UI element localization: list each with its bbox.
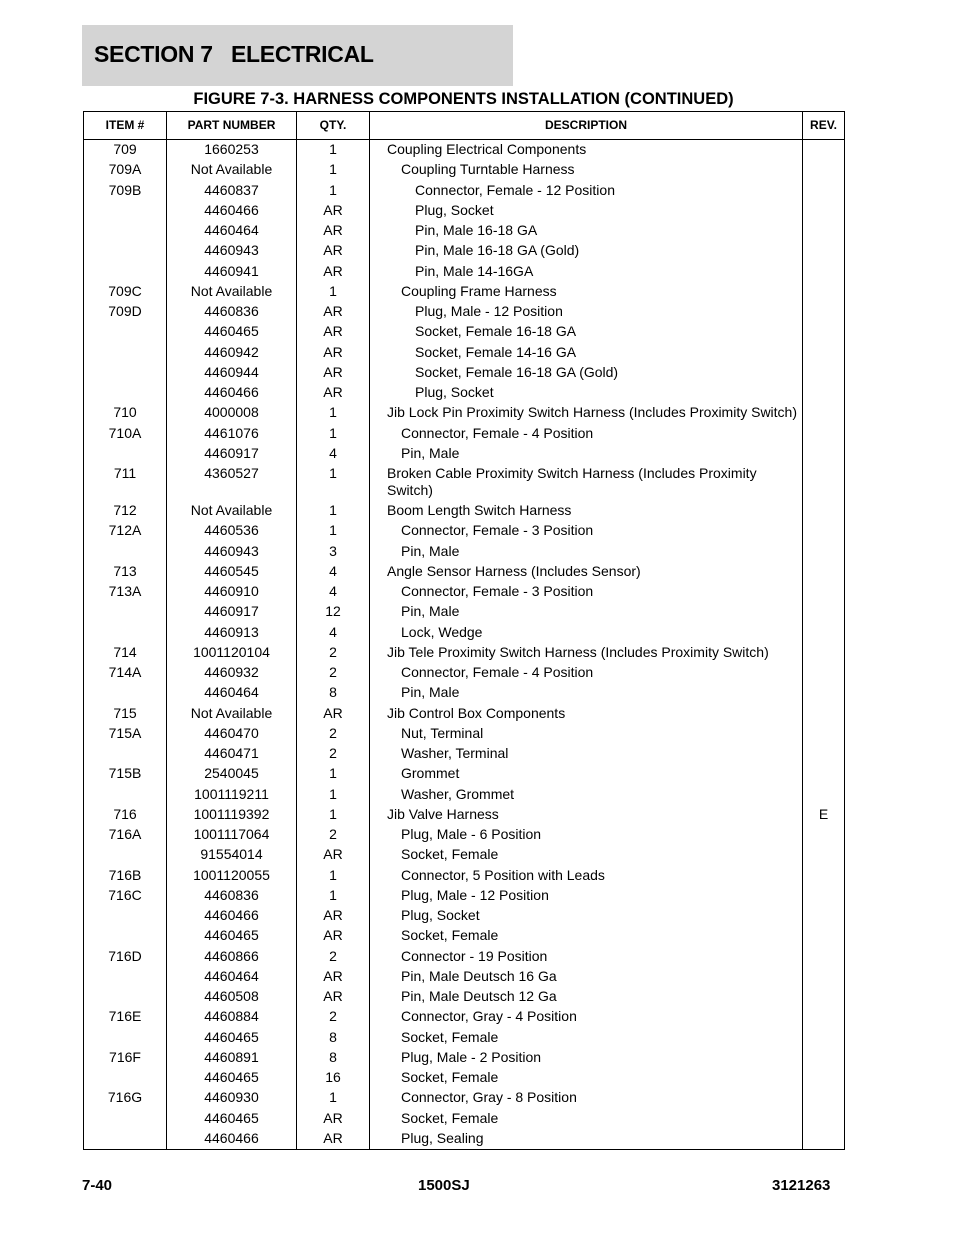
cell-description: Pin, Male [401,542,460,559]
cell-quantity: 4 [329,444,337,461]
table-row [84,624,844,644]
cell-quantity: 2 [329,1008,337,1025]
cell-part-number: 4460466 [204,384,259,400]
header-rev: REV. [810,118,837,132]
cell-quantity: AR [323,967,343,984]
table-row [84,725,844,745]
cell-description: Socket, Female 14-16 GA [415,343,577,360]
cell-part-number: 4460464 [204,222,259,238]
cell-item-number: 716C [108,886,142,903]
table-row [84,404,844,424]
cell-item-number: 713 [113,562,137,579]
cell-part-number: 4460836 [204,303,259,319]
cell-quantity: 8 [329,684,337,701]
cell-part-number: 4460465 [204,1069,259,1085]
table-row [84,1089,844,1109]
cell-quantity: AR [323,1109,343,1126]
cell-quantity: AR [323,988,343,1004]
cell-quantity: 2 [329,947,337,964]
cell-quantity: AR [323,262,343,279]
footer-model: 1500SJ [418,1177,470,1194]
table-row [84,202,844,222]
cell-item-number: 716B [108,866,142,883]
cell-quantity: 1 [329,785,337,802]
cell-description: Connector, Female - 4 Position [401,424,594,441]
section-banner [82,25,513,86]
cell-description: Coupling Frame Harness [401,282,557,299]
cell-item-number: 716F [109,1048,141,1065]
cell-description: Plug, Male - 12 Position [415,303,563,319]
cell-item-number: 714A [108,664,142,680]
cell-item-number: 711 [113,465,137,481]
cell-quantity: 1 [329,424,337,441]
cell-part-number: 4460464 [204,967,259,984]
table-row [84,786,844,806]
cell-item-number: 709A [108,161,142,178]
cell-description: Plug, Socket [415,201,494,218]
cell-part-number: 4460891 [204,1048,259,1065]
table-row [84,465,844,502]
cell-item-number: 716E [108,1008,142,1025]
cell-quantity: 1 [329,141,337,157]
cell-part-number: 4000008 [204,404,259,421]
cell-quantity: 2 [329,643,337,660]
table-row [84,323,844,343]
cell-quantity: 2 [329,664,337,680]
cell-part-number: 4460942 [204,343,259,360]
cell-quantity: AR [323,704,343,721]
cell-description: Socket, Female [401,1028,499,1045]
cell-quantity: 4 [329,623,337,640]
cell-description: Pin, Male [401,444,460,461]
cell-quantity: AR [323,384,343,400]
cell-quantity: AR [323,343,343,360]
cell-part-number: 4460917 [204,444,259,461]
table-row [84,644,844,664]
cell-description: Connector - 19 Position [401,947,548,964]
cell-description: Lock, Wedge [401,623,483,640]
cell-description: Pin, Male [401,603,460,620]
table-row [84,344,844,364]
cell-part-number: 4460464 [204,684,259,701]
header-item: ITEM # [105,118,145,132]
cell-item-number: 716A [108,826,142,842]
cell-description: Plug, Socket [401,907,480,923]
table-row [84,563,844,583]
cell-description: Washer, Terminal [401,745,509,761]
table-row [84,543,844,563]
cell-quantity: 8 [329,1028,337,1045]
cell-description: Socket, Female [401,1109,499,1126]
cell-part-number: 4460471 [204,745,259,761]
cell-part-number: 4460917 [204,603,259,620]
footer-doc-number: 3121263 [772,1177,831,1194]
cell-item-number: 709D [108,303,142,319]
cell-part-number: 4460466 [204,907,259,923]
cell-item-number: 709C [108,282,142,299]
table-row [84,907,844,927]
table-row [84,765,844,785]
cell-part-number: 4460465 [204,927,259,944]
cell-description: Connector, Female - 4 Position [401,664,594,680]
cell-part-number: 4360527 [204,465,259,481]
cell-description: Connector, Female - 3 Position [401,522,594,539]
cell-description: Socket, Female 16-18 GA (Gold) [415,363,619,380]
cell-quantity: 2 [329,826,337,842]
table-row [84,182,844,202]
table-row [84,222,844,242]
table-row [84,522,844,542]
cell-quantity: AR [323,846,343,863]
table-row [84,141,844,161]
table-row [84,445,844,465]
cell-quantity: 1 [329,502,337,518]
cell-quantity: 1 [329,465,337,481]
cell-description: Broken Cable Proximity Switch Harness (Includes Proximity Switch) [387,465,757,498]
cell-quantity: 1 [329,886,337,903]
cell-item-number: 712 [113,502,137,518]
cell-item-number: 715A [108,724,142,741]
table-row [84,502,844,522]
table-row [84,1110,844,1130]
cell-quantity: 4 [329,583,337,599]
cell-part-number: 4460545 [204,562,259,579]
cell-description: Socket, Female 16-18 GA [415,323,577,340]
cell-description: Connector, Female - 3 Position [401,583,594,599]
table-row [84,283,844,303]
table-row [84,1069,844,1089]
cell-quantity: 1 [329,765,337,782]
cell-part-number: 1001120104 [193,643,270,660]
cell-part-number: 4460943 [204,242,259,259]
cell-description: Jib Control Box Components [387,704,566,721]
cell-quantity: AR [323,927,343,944]
cell-quantity: 12 [325,603,341,620]
table-row [84,705,844,725]
cell-description: Pin, Male Deutsch 16 Ga [401,967,557,984]
table-row [84,806,844,826]
cell-part-number: 4461076 [204,424,259,441]
table-row [84,583,844,603]
table-row [84,927,844,947]
cell-quantity: 1 [329,805,337,822]
table-body [84,141,844,1150]
table-row [84,684,844,704]
parts-table [83,111,845,1150]
cell-description: Angle Sensor Harness (Includes Sensor) [387,562,641,579]
cell-item-number: 713A [108,583,142,599]
cell-description: Plug, Male - 12 Position [401,886,549,903]
cell-part-number: 4460465 [204,323,259,340]
table-row [84,1029,844,1049]
cell-part-number: 1001117064 [193,826,270,842]
cell-description: Grommet [401,765,460,782]
cell-part-number: 1660253 [204,141,259,157]
cell-item-number: 712A [108,522,142,539]
cell-item-number: 716 [113,805,137,822]
cell-quantity: AR [323,1129,343,1146]
cell-part-number: 4460932 [204,664,259,680]
table-row [84,384,844,404]
cell-part-number: Not Available [190,282,273,299]
cell-description: Jib Lock Pin Proximity Switch Harness (Includes Proximity Switch) [387,404,798,421]
cell-part-number: 4460866 [204,947,259,964]
cell-part-number: 4460465 [204,1109,259,1126]
table-row [84,988,844,1008]
table-row [84,1008,844,1028]
cell-quantity: 3 [329,542,337,559]
table-row [84,1049,844,1069]
cell-quantity: 2 [329,745,337,761]
table-row [84,826,844,846]
cell-description: Plug, Male - 2 Position [401,1048,542,1065]
table-row [84,263,844,283]
cell-revision: E [818,805,829,822]
cell-part-number: 4460884 [204,1008,259,1025]
cell-part-number: 4460910 [204,583,259,599]
cell-part-number: 4460508 [204,988,259,1004]
cell-description: Socket, Female [401,1069,499,1085]
header-divider [84,139,844,140]
cell-item-number: 715B [108,765,142,782]
cell-part-number: 4460536 [204,522,259,539]
cell-quantity: 4 [329,562,337,579]
cell-item-number: 710A [108,424,142,441]
cell-description: Washer, Grommet [401,785,515,802]
cell-part-number: 4460944 [204,363,259,380]
cell-quantity: 1 [329,522,337,539]
cell-item-number: 709B [108,181,142,198]
cell-description: Pin, Male 14-16GA [415,262,534,279]
table-row [84,425,844,445]
table-row [84,867,844,887]
table-row [84,887,844,907]
cell-quantity: 8 [329,1048,337,1065]
table-row [84,846,844,866]
cell-description: Coupling Turntable Harness [401,161,575,178]
cell-quantity: 1 [329,282,337,299]
cell-quantity: 16 [325,1069,341,1085]
table-row [84,948,844,968]
cell-quantity: 1 [329,866,337,883]
cell-description: Pin, Male 16-18 GA [415,222,538,238]
table-row [84,745,844,765]
cell-quantity: AR [323,222,343,238]
cell-part-number: 4460836 [204,886,259,903]
cell-part-number: 4460930 [204,1089,259,1106]
cell-description: Connector, Gray - 4 Position [401,1008,577,1025]
cell-description: Plug, Male - 6 Position [401,826,542,842]
cell-part-number: 1001120055 [193,866,270,883]
cell-item-number: 709 [113,141,137,157]
cell-description: Jib Tele Proximity Switch Harness (Includes Proximity Switch) [387,643,769,660]
cell-part-number: 2540045 [204,765,259,782]
cell-item-number: 710 [113,404,137,421]
footer-page-number: 7-40 [82,1177,113,1194]
cell-part-number: Not Available [190,502,273,518]
table-row [84,303,844,323]
cell-description: Pin, Male [401,684,460,701]
cell-part-number: 4460941 [204,262,259,279]
cell-quantity: 1 [329,161,337,178]
cell-part-number: 91554014 [200,846,263,863]
table-row [84,364,844,384]
cell-part-number: 1001119392 [193,805,270,822]
cell-part-number: 4460913 [204,623,259,640]
cell-description: Plug, Socket [415,384,494,400]
cell-quantity: AR [323,907,343,923]
cell-part-number: 4460470 [204,724,259,741]
table-row [84,603,844,623]
cell-description: Connector, Gray - 8 Position [401,1089,577,1106]
cell-quantity: 2 [329,724,337,741]
cell-description: Boom Length Switch Harness [387,502,572,518]
cell-description: Socket, Female [401,927,499,944]
table-row [84,1130,844,1150]
cell-quantity: AR [323,242,343,259]
cell-part-number: 4460837 [204,181,259,198]
cell-part-number: 4460465 [204,1028,259,1045]
cell-part-number: 4460943 [204,542,259,559]
cell-part-number: 4460466 [204,1129,259,1146]
table-row [84,968,844,988]
cell-description: Jib Valve Harness [387,805,499,822]
figure-title: FIGURE 7-3. HARNESS COMPONENTS INSTALLATION (CONTINUED) [193,90,734,108]
cell-item-number: 716D [108,947,142,964]
cell-quantity: 1 [329,181,337,198]
cell-part-number: Not Available [190,161,273,178]
cell-description: Connector, Female - 12 Position [415,181,615,198]
cell-quantity: 1 [329,404,337,421]
cell-description: Plug, Sealing [401,1129,484,1146]
cell-quantity: AR [323,201,343,218]
header-description: DESCRIPTION [544,118,627,132]
cell-quantity: AR [323,363,343,380]
section-title: SECTION 7 ELECTRICAL [94,41,374,67]
cell-description: Connector, 5 Position with Leads [401,866,605,883]
cell-description: Coupling Electrical Components [387,141,587,157]
cell-part-number: 4460466 [204,201,259,218]
table-row [84,242,844,262]
cell-description: Socket, Female [401,846,499,863]
cell-part-number: 1001119211 [194,785,269,802]
cell-part-number: Not Available [190,704,273,721]
cell-item-number: 716G [107,1089,143,1106]
table-row [84,664,844,684]
header-part-number: PART NUMBER [187,118,276,132]
cell-quantity: AR [323,303,343,319]
cell-item-number: 714 [113,643,137,660]
cell-quantity: 1 [329,1089,337,1106]
cell-description: Nut, Terminal [401,724,484,741]
cell-description: Pin, Male Deutsch 12 Ga [401,988,557,1004]
table-row [84,161,844,181]
cell-quantity: AR [323,323,343,340]
cell-description: Pin, Male 16-18 GA (Gold) [415,242,580,259]
cell-item-number: 715 [113,704,137,721]
header-qty: QTY. [319,118,347,132]
